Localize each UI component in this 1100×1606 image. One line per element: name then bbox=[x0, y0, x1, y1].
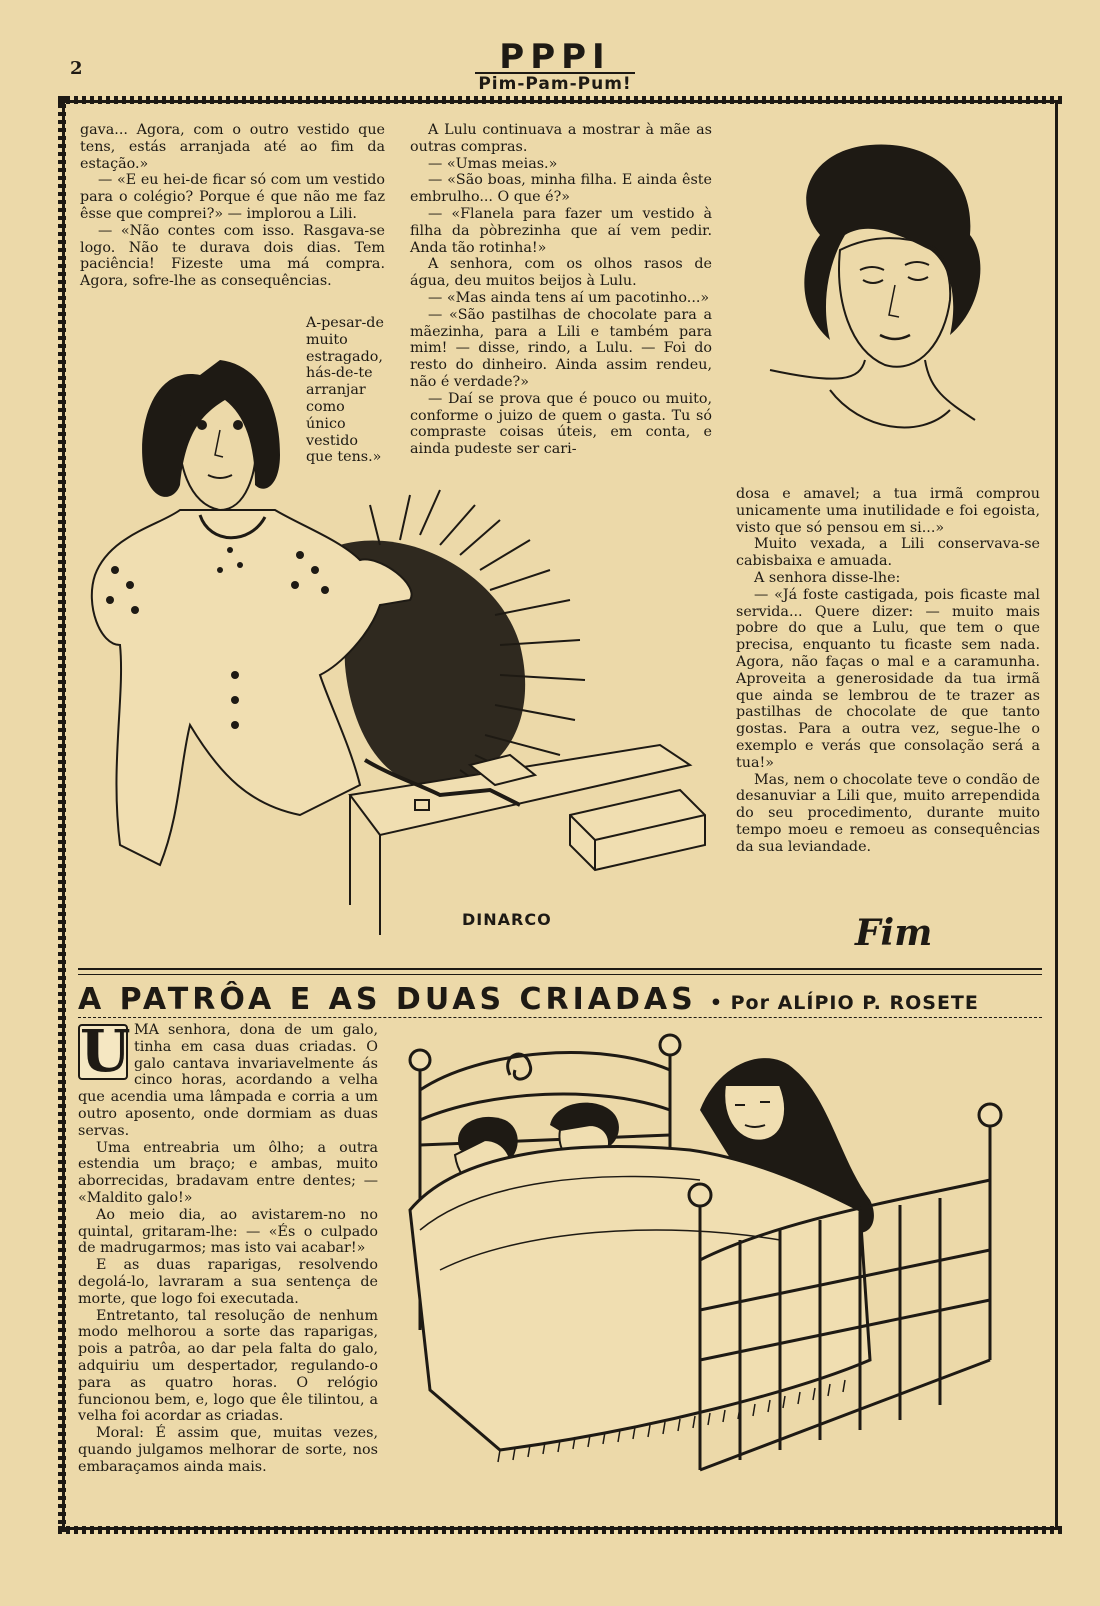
paragraph bbox=[78, 1017, 378, 1140]
masthead-logo: PPPI bbox=[475, 42, 635, 74]
woman-portrait-illustration bbox=[760, 140, 1010, 460]
paragraph-text: MA senhora, dona de um galo, tinha em casa duas criadas. O galo cantava invariavelmente ás cinco horas, acordando a velha que acendia uma lâmpada e corria a um outro aposento, onde dormiam as duas servas. bbox=[78, 1022, 378, 1139]
paragraph: — «Não contes com isso. Rasgava-se logo. Não te durava dois dias. Tem paciência! Fizeste uma má compra. Agora, sofre-lhe as consequências. bbox=[80, 222, 385, 290]
page-number: 2 bbox=[70, 58, 83, 79]
paragraph: A senhora, com os olhos rasos de água, deu muitos beijos à Lulu. bbox=[410, 256, 712, 290]
paragraph: dosa e amavel; a tua irmã comprou unicamente uma inutilidade e foi egoista, visto que só pensou em si...» bbox=[736, 486, 1040, 536]
masthead-subtitle: Pim-Pam-Pum! bbox=[478, 74, 632, 94]
paragraph: A senhora disse-lhe: bbox=[754, 569, 901, 586]
paragraph: E as duas raparigas, resolvendo degolá-lo, lavraram a sua sentença de morte, que logo foi executada. bbox=[78, 1257, 378, 1307]
section-divider bbox=[78, 968, 1042, 975]
paragraph: Entretanto, tal resolução de nenhum modo melhorou a sorte das raparigas, pois a patrôa, ao dar pela falta do galo, adquiriu um despertador, regulando-o para as quatro horas. O relógio funcionou bem, e, logo que êle tilintou, a velha foi acordar as criadas. bbox=[78, 1307, 378, 1425]
paragraph: Mas, nem o chocolate teve o condão de desanuviar a Lili que, muito arrependida do seu procedimento, durante muito tempo moeu e remoeu as consequências da sua leviandade. bbox=[736, 771, 1040, 855]
paragraph: — «São boas, minha filha. E ainda êste embrulho... O que é?» bbox=[410, 172, 712, 206]
masthead bbox=[475, 37, 635, 94]
drop-cap: U bbox=[80, 1017, 131, 1085]
paragraph: — «Flanela para fazer um vestido à filha da pòbrezinha que aí vem pedir. Anda tão rotinha!» bbox=[410, 205, 712, 256]
paragraph: — «Umas meias.» bbox=[428, 155, 558, 172]
paragraph: — «Já foste castigada, pois ficaste mal servida... Quere dizer: — muito mais pobre do que a Lulu, que tem o que precisa, enquanto tu ficaste sem nada. Agora, não faças o mal e a caramunha. Aproveita a generosidade da tua irmã que ainda se lembrou de te trazer as pastilhas de chocolate de que tanto gostas. Para a outra vez, segue-lhe o exemplo e verás que consolação será a tua!» bbox=[736, 586, 1040, 771]
paragraph: — «Mas ainda tens aí um pacotinho...» bbox=[428, 289, 710, 306]
story1-column-3 bbox=[736, 486, 1040, 856]
paragraph: A-pesar-de muito estragado, hás-de-te arranjar como único vestido que tens.» bbox=[306, 315, 384, 466]
paragraph: gava... Agora, com o outro vestido que tens, estás arranjada até ao fim da estação.» bbox=[80, 122, 385, 172]
paragraph: Moral: É assim que, muitas vezes, quando julgamos melhorar de sorte, nos embaraçamos ainda mais. bbox=[78, 1425, 378, 1475]
paragraph: — Daí se prova que é pouco ou muito, conforme o juizo de quem o gasta. Tu só compraste coisas úteis, em conta, e ainda pudeste ser cari- bbox=[410, 390, 712, 458]
story2-text bbox=[78, 1017, 378, 1476]
paragraph: — «E eu hei-de ficar só com um vestido para o colégio? Porque é que não me faz êsse que comprei?» — implorou a Lili. bbox=[80, 172, 385, 222]
paragraph: Uma entreabria um ôlho; a outra estendia um braço; e ambas, muito aborrecidas, bradavam entre dentes; — «Maldito galo!» bbox=[78, 1139, 378, 1206]
bed-with-sleeping-maids-illustration bbox=[400, 1030, 1040, 1500]
paragraph: A Lulu continuava a mostrar à mãe as outras compras. bbox=[410, 122, 712, 155]
paragraph: — «São pastilhas de chocolate para a mãezinha, para a Lili e também para mim! — disse, rindo, a Lulu. — Foi do resto do dinheiro. Ainda assim rendeu, não é verdade?» bbox=[410, 306, 712, 390]
paragraph: Muito vexada, a Lili conservava-se cabisbaixa e amuada. bbox=[736, 536, 1040, 570]
story1-column-1 bbox=[80, 122, 385, 290]
story2-byline: • Por ALÍPIO P. ROSETE bbox=[709, 992, 979, 1014]
story2-title: A PATRÔA E AS DUAS CRIADAS bbox=[78, 982, 697, 1017]
illustrator-signature: DINARCO bbox=[462, 910, 552, 929]
story2-title-bar bbox=[78, 982, 1042, 1017]
paragraph: Ao meio dia, ao avistarem-no no quintal, gritaram-lhe: — «És o culpado de madrugarmos; mas isto vai acabar!» bbox=[78, 1206, 378, 1257]
girl-with-dress-illustration bbox=[80, 345, 720, 945]
story-end: Fim bbox=[855, 912, 933, 954]
